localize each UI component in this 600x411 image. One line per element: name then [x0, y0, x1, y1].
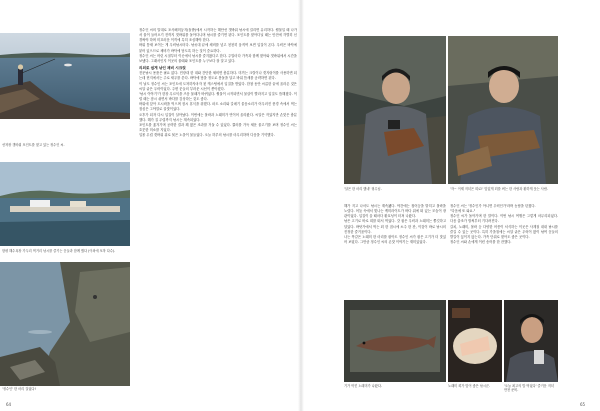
caption-photo4: '살은 한 마리 했네' 형수님. — [344, 187, 382, 191]
right-body-column-2 — [450, 204, 558, 294]
photo-rocky-coast — [0, 262, 130, 386]
right-paragraph: 나는 똑같은 노래미 한 마리를 잡아도 정수인 씨가 잡은 고기가 더 맛있어 보였다. 그만큼 정수인 씨의 손맛 이야기는 재미있었다. — [344, 234, 446, 245]
caption-photo2: 함평 해수욕장 가두리 먹거리 낚시를 즐기는 꾼들과 함께 했다 (이외에 포착 다수). — [2, 249, 116, 253]
photo-man-smiling-fish — [448, 36, 558, 184]
right-page-number: 65 — [580, 402, 586, 407]
left-page-number: 64 — [6, 402, 12, 407]
section-heading: 의외로 쉽게 낚인 채비 시크릿 — [139, 66, 186, 71]
caption-photo6: 기가 막힌 노래미가 나왔다. — [344, 384, 382, 388]
caption-photo7: 노래미 회가 맛이 좋은 낚시꾼. — [448, 384, 491, 388]
right-paragraph: 낚은 고기로 바로 회를 떠서 먹었다. 갓 잡은 우럭과 노래미는 쫄깃하고 달았다. 바닷가에서 먹는 회 한 접시에 소주 한 잔, 이것이 바로 낚시의 진정한 즐거움이다. — [344, 219, 446, 234]
photo-man-with-fish — [344, 36, 446, 184]
left-paragraph: 바위 틈새 보이는 게 우럭낚시터다. 낚싯대 끝에 채비를 넣고 천천히 움직여 보면 입질이 온다. 우럭은 바닥에 붙어 있으므로 채비가 바닥에 닿도록 하는 것이 중요하다. — [139, 43, 297, 53]
caption-photo1: 선착장 갯바위 포인트를 찾고 있는 정수인 씨. — [2, 143, 65, 147]
photo-fish-on-tray — [344, 300, 446, 382]
right-body-column-1 — [344, 204, 446, 294]
left-paragraph: 정수인 씨의 말대로 포사폐미둥지(돌밭)에서 시작하는 해안선 갯바위 낚시에 걸리면 유리하다. 썰물일 때 나가서 물이 들어오기 전까지 갯바위를 돌아다니며 낚시를 즐기면 된다. 포인트를 찾아다닐 때는 안전에 각별히 신경써야 하며 미끄러운 이끼에 특히 조심해야 한다. — [139, 28, 297, 43]
left-body-column — [139, 28, 297, 396]
left-paragraph: 포인트를 옮겨가며 공략한 결과 꽤 많은 조과를 거둘 수 있었다. 쿨러를 가득 채운 물고기를 보며 정수인 씨는 흐뭇한 미소를 지었다. — [139, 122, 297, 132]
caption-photo8: '오늘 최고의 밥 먹었다' 즐거운 저녁 만찬 준비. — [504, 384, 554, 392]
photo-fisherman-rocks — [0, 33, 130, 119]
left-paragraph: 바위에 앉아 도시락을 먹으며 잠시 휴식을 취했다. 파도 소리와 갈매기 울음소리가 어우러진 풍경 속에서 먹는 점심은 그야말로 꿀맛이었다. — [139, 102, 297, 112]
photo-harbor-dock — [0, 162, 130, 246]
right-paragraph: 갈치, 노래미, 볼락 등 다양한 어종이 서식하는 이곳은 사계절 내내 낚시를 즐길 수 있는 곳이다. 특히 가을철에는 씨알 굵은 우럭이 많이 낚여 꾼들의 발길이 끊이지 않는다. 가족 단위로 찾아도 좋은 곳이다. — [450, 224, 558, 239]
left-paragraph: 오후가 되자 다시 입질이 살아났다. 이번에는 볼락과 노래미가 연이어 올라왔다. 씨알은 작았지만 손맛은 충분했다. 해가 질 무렵까지 낚시는 계속되었다. — [139, 112, 297, 122]
left-paragraph: 일몰 무렵 갯바위 위로 붉은 노을이 물들었다. 오늘 하루의 낚시를 마무리하며 다음을 기약했다. — [139, 133, 275, 138]
left-paragraph: '낚시 이야기'가 한창 무르익을 즈음 물때가 바뀌었다. 썰물이 시작되면서 물살이 빨라지고 입질도 뜸해졌다. 이럴 때는 잠시 쉬면서 바다를 감상하는 것도 좋다. — [139, 91, 297, 102]
right-paragraph: 정수인 씨가 돌아가며 한 말이다. 이번 낚시 여행은 그렇게 마무리되었다. 다음 출조가 벌써부터 기다려진다. — [450, 214, 558, 224]
right-paragraph: "다음에 또 와요." — [450, 209, 476, 214]
photo-man-eating — [504, 300, 558, 382]
left-paragraph: 전문낚시 용품은 필요 없다. 민장대 한 대와 간단한 채비면 충분하다. 미끼는 크릴이나 갯지렁이를 사용하면 되는데 현지에서는 주로 새우를 쓴다. 바닥에 닿을 정도로 봉돌을 달고 바위 틈새를 공략하면 된다. — [139, 71, 297, 81]
caption-photo5: '자~ 이제 저녁은 회로!' 맛있게 회를 써는 한 사람과 환하게 웃는 사람. — [450, 187, 548, 191]
right-paragraph: 정수인 씨는 '정수인가 아니면 우럭인가'라며 농담을 던졌다. — [450, 204, 536, 208]
right-paragraph: 해가 지고 나서도 낚시는 계속됐다. 야간에는 집어등을 밝히고 볼락을 노렸다. 어둠 속에서 빛나는 케미라이트가 바다 위에 떠 있는 모습이 장관이었다. 입질이 올 때마다 환호성이 터져 나왔다. — [344, 204, 446, 219]
right-paragraph: 정수인 씨와 손에게 이런 송어를 한 잔했다. — [450, 240, 512, 245]
left-paragraph: 이 날도 정수인 씨는 포인트에 도착하자마자 첫 캐스팅에서 입질을 받았다. 한참 동안 씨름한 끝에 올라온 것은 씨알 굵은 우럭이었다. 주변 꾼들의 부러운 시선이 쏟아졌다. — [139, 81, 297, 91]
caption-photo3: '정수인' 한 마리 걸었다! — [2, 387, 36, 391]
page-gutter — [298, 0, 304, 411]
photo-sashimi-dinner — [448, 300, 502, 382]
left-paragraph: 정수인 씨는 어린 시절부터 이곳에서 낚시를 즐겨왔다고 한다. 주말마다 가족과 함께 찾아와 갯바위에서 시간을 보냈다. 그래서인지 이곳의 물때와 포인트를 누구보다 잘 알고 있다. — [139, 53, 297, 63]
